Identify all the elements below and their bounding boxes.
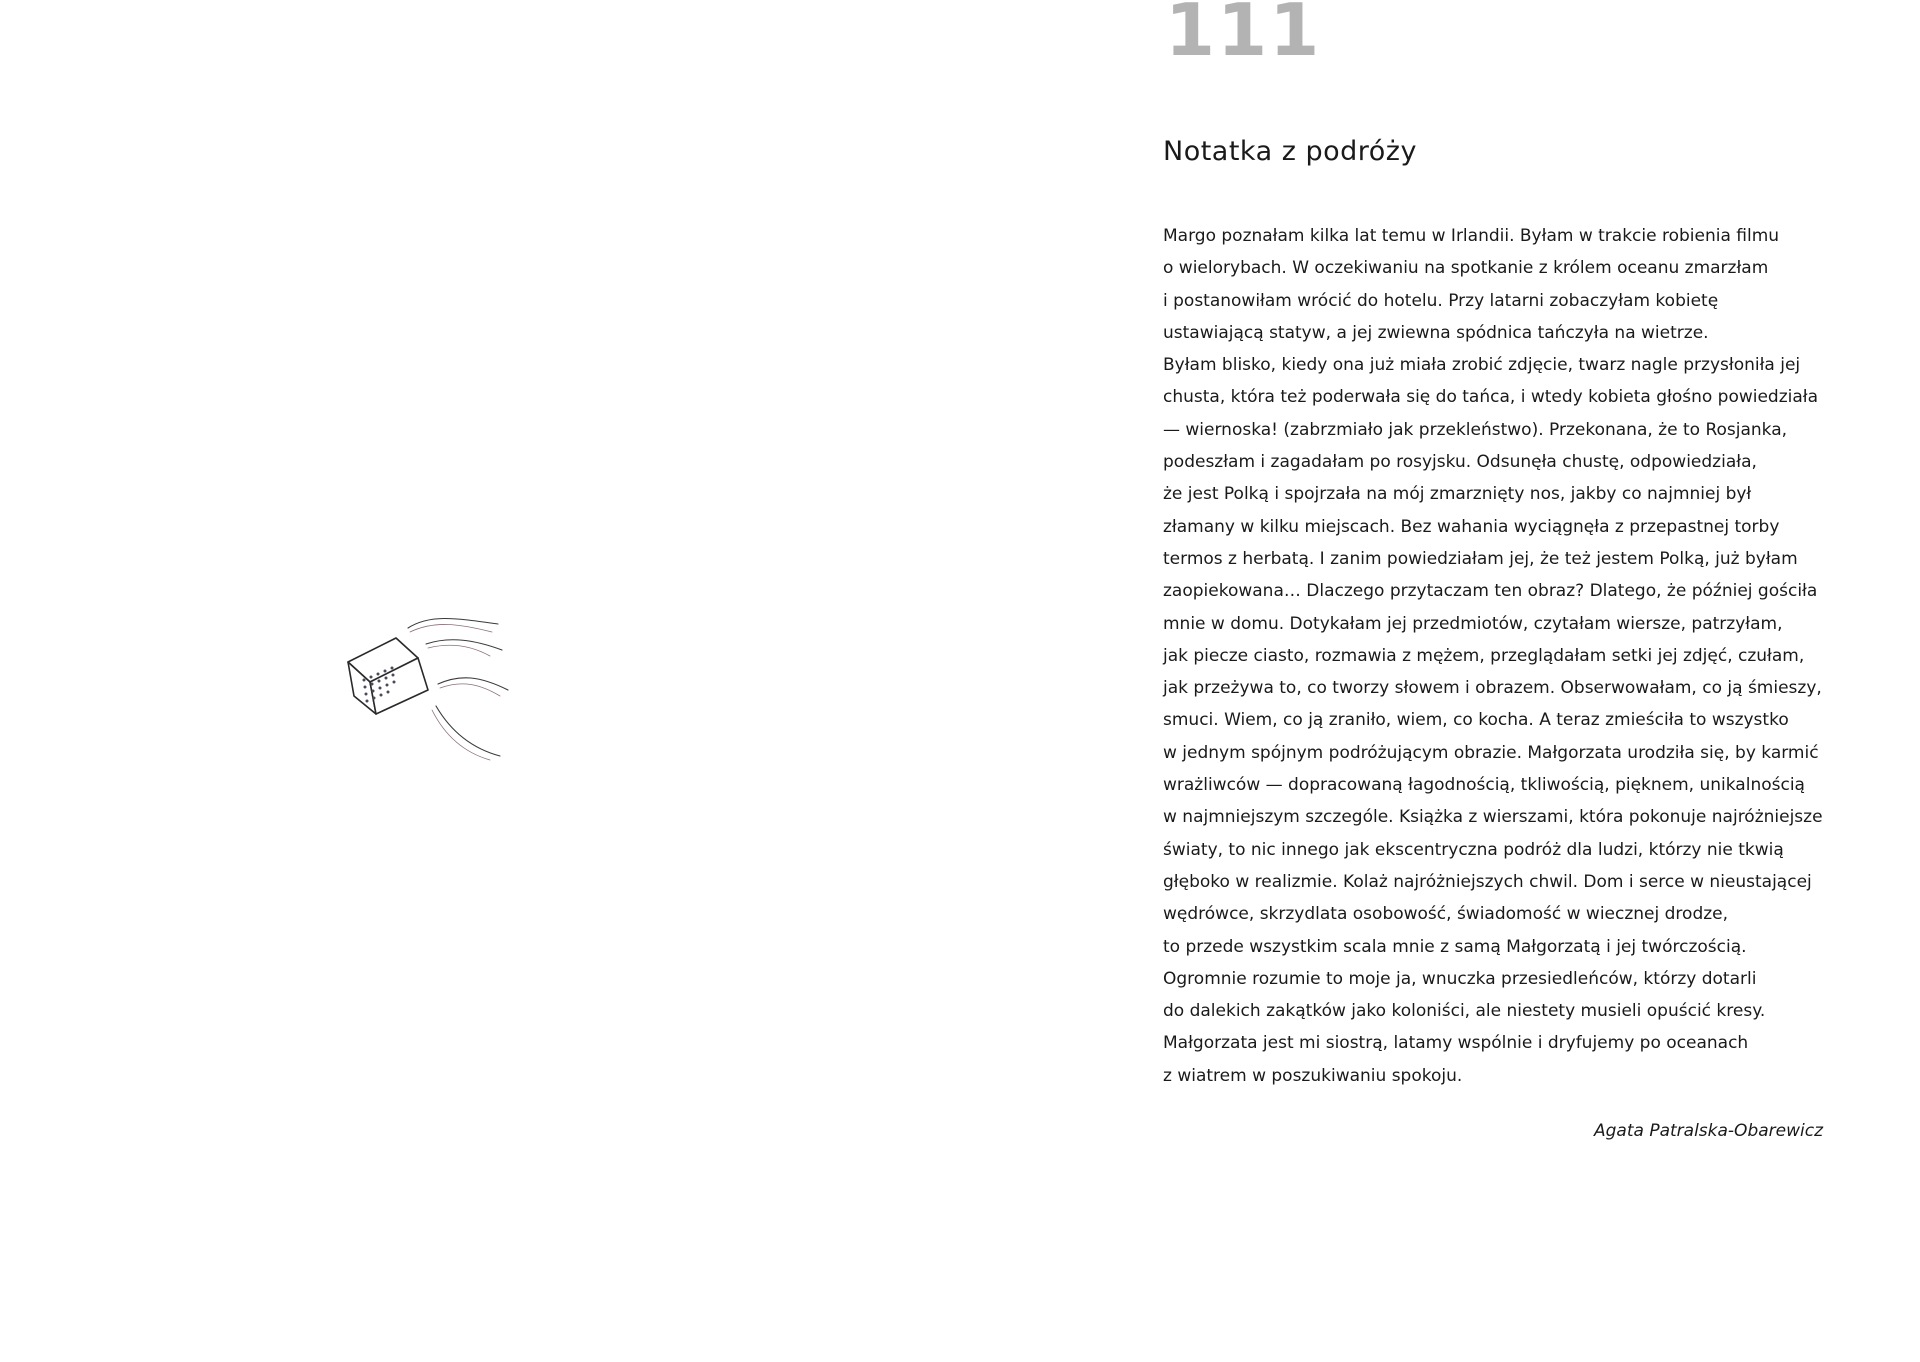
body-line: w najmniejszym szczególe. Książka z wierszami, która pokonuje najróżniejsze [1163,807,1823,828]
body-line: jak przeżywa to, co tworzy słowem i obrazem. Obserwowałam, co ją śmieszy, [1163,678,1822,699]
body-line: Byłam blisko, kiedy ona już miała zrobić zdjęcie, twarz nagle przysłoniła jej [1163,355,1801,376]
body-line: do dalekich zakątków jako koloniści, ale niestety musieli opuścić kresy. [1163,1001,1766,1022]
page-number: 111 [1165,0,1322,72]
body-line: wrażliwców — dopracowaną łagodnością, tkliwością, pięknem, unikalnością [1163,775,1805,796]
body-line: w jednym spójnym podróżującym obrazie. Małgorzata urodziła się, by karmić [1163,742,1819,763]
body-line: chusta, która też poderwała się do tańca, i wtedy kobieta głośno powiedziała [1163,387,1819,408]
body-line: z wiatrem w poszukiwaniu spokoju. [1163,1065,1463,1086]
author-signature: Agata Patralska-Obarewicz [1594,1121,1823,1141]
body-line: wędrówce, skrzydlata osobowość, świadomość w wiecznej drodze, [1163,904,1729,925]
body-line: smuci. Wiem, co ją zraniło, wiem, co kocha. A teraz zmieściła to wszystko [1163,710,1789,731]
body-text [1163,220,1843,1092]
flying-cube-sketch-icon [340,610,520,770]
body-line: światy, to nic innego jak ekscentryczna podróż dla ludzi, którzy nie tkwią [1163,839,1784,860]
body-line: termos z herbatą. I zanim powiedziałam jej, że też jestem Polką, już byłam [1163,548,1798,569]
body-line: to przede wszystkim scala mnie z samą Małgorzatą i jej twórczością. [1163,936,1747,957]
body-line: Margo poznałam kilka lat temu w Irlandii. Byłam w trakcie robienia filmu [1163,226,1780,246]
body-line: złamany w kilku miejscach. Bez wahania wyciągnęła z przepastnej torby [1163,516,1780,537]
body-line: o wielorybach. W oczekiwaniu na spotkanie z królem oceanu zmarzłam [1163,258,1769,279]
body-line: Małgorzata jest mi siostrą, latamy wspólnie i dryfujemy po oceanach [1163,1033,1749,1054]
right-page [1163,0,1843,1362]
body-line: jak piecze ciasto, rozmawia z mężem, przeglądałam setki jej zdjęć, czułam, [1163,645,1805,666]
body-line: ustawiającą statyw, a jej zwiewna spódnica tańczyła na wietrze. [1163,322,1709,343]
page-title: Notatka z podróży [1163,136,1417,167]
body-line: — wiernoska! (zabrzmiało jak przekleństwo). Przekonana, że to Rosjanka, [1163,419,1788,440]
body-line: zaopiekowana… Dlaczego przytaczam ten obraz? Dlatego, że później gościła [1163,581,1818,602]
body-line: głęboko w realizmie. Kolaż najróżniejszych chwil. Dom i serce w nieustającej [1163,871,1812,892]
body-line: mnie w domu. Dotykałam jej przedmiotów, czytałam wiersze, patrzyłam, [1163,613,1783,634]
body-line: podeszłam i zagadałam po rosyjsku. Odsunęła chustę, odpowiedziała, [1163,452,1757,473]
body-line: Ogromnie rozumie to moje ja, wnuczka przesiedleńców, którzy dotarli [1163,968,1757,989]
body-line: że jest Polką i spojrzała na mój zmarznięty nos, jakby co najmniej był [1163,484,1752,505]
body-line: i postanowiłam wrócić do hotelu. Przy latarni zobaczyłam kobietę [1163,290,1719,311]
